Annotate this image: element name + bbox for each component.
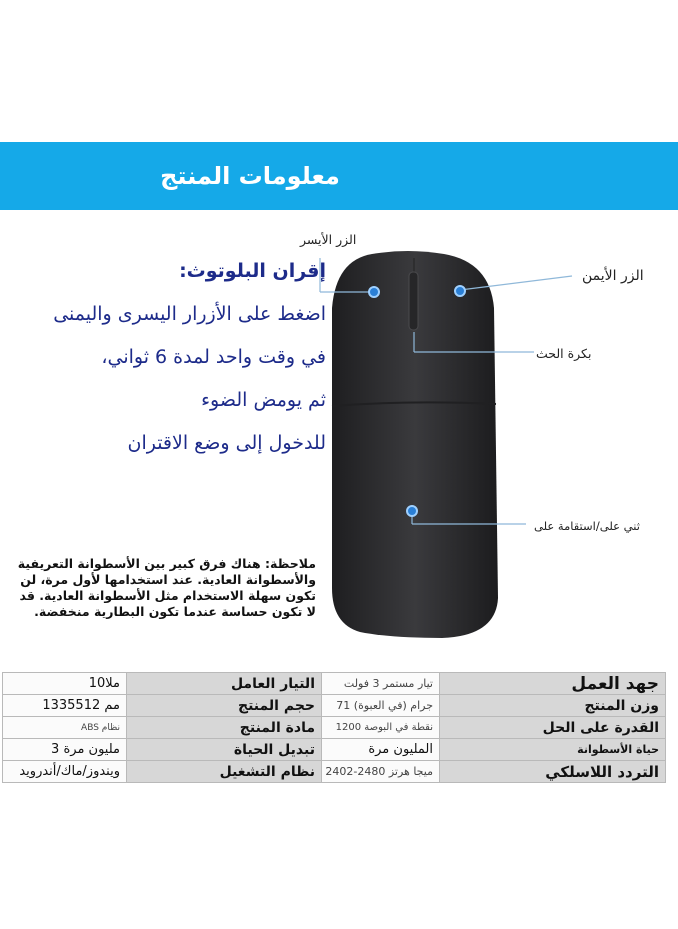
spec-label: حجم المنتج [127,695,322,717]
spec-value: تيار مستمر 3 فولت [322,673,440,695]
table-row [3,695,666,717]
spec-label: مادة المنتج [127,717,322,739]
table-row [3,717,666,739]
spec-value: جرام (في العبوة) 71 [322,695,440,717]
spec-value: مم 1335512 [3,695,127,717]
right-button-label: الزر الأيمن [582,268,644,284]
page-title: معلومات المنتج [160,162,340,190]
spec-value: مليون مرة 3 [3,739,127,761]
right-button-dot [455,286,465,296]
bend-label: ثني على/استقامة على [534,519,640,533]
left-button-label: الزر الأيسر [300,232,357,247]
spec-label: حياة الأسطوانة [440,739,666,761]
spec-label: وزن المنتج [440,695,666,717]
spec-label: نظام التشغيل [127,761,322,783]
spec-value: ميجا هرتز 2480-2402 [322,761,440,783]
spec-label: القدرة على الحل [440,717,666,739]
bend-dot [407,506,417,516]
pairing-title: إقران البلوتوث: [179,260,326,282]
left-button-dot [369,287,379,297]
spec-label: تبديل الحياة [127,739,322,761]
spec-value: ويندوز/ماك/أندرويد [3,761,127,783]
pairing-instructions [6,250,326,465]
spec-value: نظام ABS [3,717,127,739]
mouse-illustration [310,228,678,658]
table-row [3,673,666,695]
spec-value: نقطة في البوصة 1200 [322,717,440,739]
spec-label: التيار العامل [127,673,322,695]
pairing-line: في وقت واحد لمدة 6 ثواني، [101,346,326,368]
spec-value: ملا10 [3,673,127,695]
scroll-strip [409,272,418,330]
usage-note: ملاحظة: هناك فرق كبير بين الأسطوانة التعريفية والأسطوانة العادية. عند استخدامها لأول مرة، لن تكون سهلة الاستخدام مثل الأسطوانة العادية. قد لا تكون حساسة عندما تكون البطارية منخفضة. [17,556,316,619]
spec-label: جهد العمل [440,673,666,695]
spec-value: المليون مرة [322,739,440,761]
table-row [3,739,666,761]
pairing-line: للدخول إلى وضع الاقتران [127,432,326,454]
pairing-line: ثم يومض الضوء [201,389,326,411]
header-banner [0,142,678,210]
spec-table [2,672,666,783]
pairing-line: اضغط على الأزرار اليسرى واليمنى [53,303,326,325]
spec-label: التردد اللاسلكي [440,761,666,783]
scroll-wheel-label: بكرة الحث [536,346,592,361]
table-row [3,761,666,783]
mouse-diagram [300,228,678,658]
